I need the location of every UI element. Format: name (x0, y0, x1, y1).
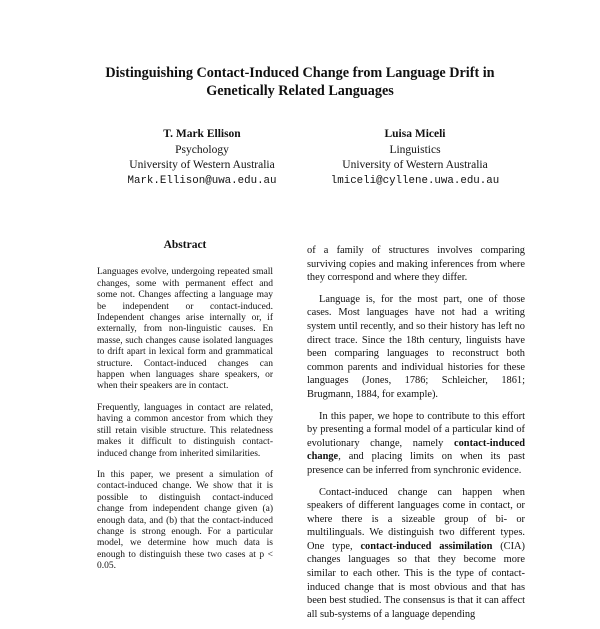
body-paragraph: of a family of structures involves comparing surviving copies and making inferences from where they correspond and where they differ. (307, 245, 525, 284)
author-block-2 (300, 127, 530, 189)
author-name: T. Mark Ellison (163, 128, 241, 140)
text-run: In this paper, we hope to contribute to this effort by presenting a formal model of a particular kind of evolutionary change, namely (307, 410, 525, 449)
author-affiliation: University of Western Australia (342, 159, 488, 171)
body-paragraph (307, 486, 525, 622)
author-dept: Linguistics (389, 143, 441, 156)
author-affiliation: University of Western Australia (129, 159, 275, 171)
right-column (307, 244, 525, 629)
term-bold: contact-induced change (307, 437, 525, 463)
text-run: Contact-induced change can happen when speakers of different languages come in contact, or where there is a sizeable group of bi- or multilinguals. We distinguish two different types. One type, (307, 486, 525, 552)
abstract-paragraph: In this paper, we present a simulation of contact-induced change. We show that it is possible to distinguish contact-induced change from independent change given (a) enough data, and (b) that the contact-induced change is strong enough. For a particular model, we determine how much data is enough to distinguish these two cases at p < 0.05. (97, 469, 273, 572)
abstract-paragraph: Languages evolve, undergoing repeated small changes, some with permanent effect and some not. Changes affecting a language may be independent or contact-induced. Independent changes arise internally or, if externally, from non-linguistic causes. En masse, such changes cause isolated languages to drift apart in lexical form and grammatical structure. Contact-induced changes can happen when languages share speakers, or when their speakers are in contact. (97, 267, 273, 392)
abstract-paragraph: Frequently, languages in contact are related, having a common ancestor from which they still retain visible structure. This relatedness makes it difficult to distinguish contact-induced change from inherited similarities. (97, 402, 273, 459)
body-paragraph: Language is, for the most part, one of those cases. Most languages have not had a writing system until recently, and so their history has left no direct trace. Since the 18th century, linguists have been comparing languages to reconstruct both common parents and individual histories for these languages (Jones, 1786; Schleicher, 1861; Brugmann, 1884, for example). (307, 293, 525, 400)
author-email: Mark.Ellison@uwa.edu.au (127, 174, 277, 187)
body-paragraph (307, 410, 525, 478)
paper-title (0, 64, 600, 100)
term-bold: contact-induced assimilation (360, 540, 493, 552)
author-email: lmiceli@cyllene.uwa.edu.au (330, 174, 500, 187)
text-run: (CIA) changes languages so that they become more similar to each other. This is the type of contact-induced change that is most obvious and that has been best studied. The consensus is that it can affect all sub-systems of a language depending (307, 540, 526, 620)
text-run: , and placing limits on when its past presence can be inferred from synchronic evidence. (307, 451, 525, 476)
title-line-2: Genetically Related Languages (206, 83, 394, 99)
left-column (97, 240, 273, 583)
author-dept: Psychology (175, 143, 229, 156)
title-line-1: Distinguishing Contact-Induced Change from Language Drift in (105, 65, 495, 81)
author-block-1 (87, 127, 317, 189)
author-name: Luisa Miceli (384, 128, 446, 140)
abstract-heading: Abstract (163, 239, 207, 251)
